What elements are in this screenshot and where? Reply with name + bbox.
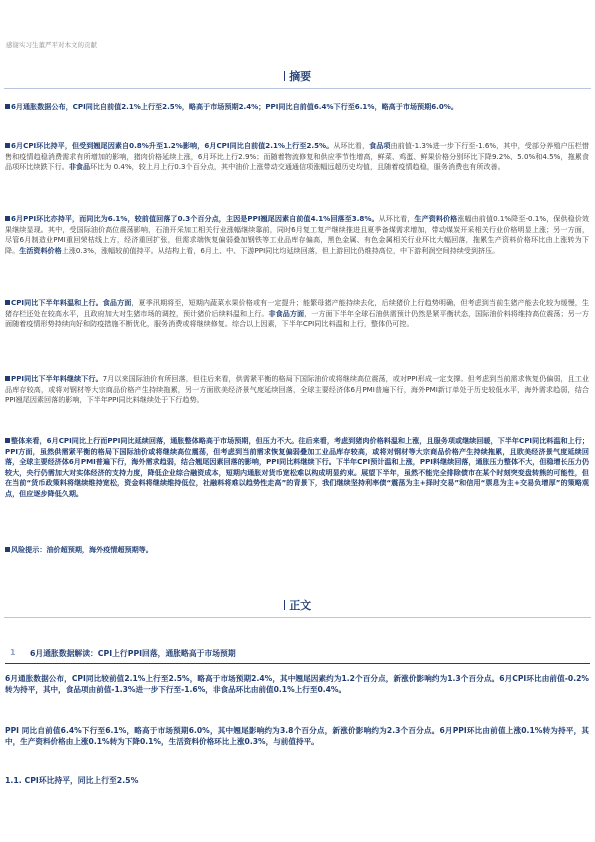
summary-paragraph-6: 整体来看，6月CPI同比上行而PPI同比延续回落，通胀整体略高于市场预期，但压力不大。往后来看，考虑到猪肉价格料温和上涨，且服务项或继续回暖，下半年CPI同比料温和上行；PPI方面，虽然供需紧平衡的格局下国际油价或将继续高位震荡，但考虑到当前需求恢复偏弱叠加工业品库存较高，或将对钢材等大宗商品价格产生持续拖累，且欧美经济景气度延续回落，全球主要经济体6月PMI普遍下行，海外需求趋弱，结合翘尾因素回落的影响，PPI同比料继续下行。下半年CPI预计温和上涨，PPI料继续回落，通胀压力整体不大，但稳增长压力仍较大，央行仍需加大对实体经济的支持力度，降低企业综合融资成本，短期内通胀对货币宽松难以构成明显约束。展望下半年，虽然不能完全排除债市在某个时刻突变盘转熊的可能性，但在当前“货币政策料将继续维持宽松，资金料将继续维持低位，社融料将难以趋势性走高”的背景下，我们继续坚持利率债“震荡为主+择时交易”和信用“票息为主+交易负增厚”的策略观点，但应逐步降低久期。	[5, 436, 589, 498]
title-bar-icon	[284, 600, 285, 610]
chapter-heading	[5, 648, 590, 663]
summary-paragraph-3: 6月PPI环比亦持平，而同比为6.1%，较前值回落了0.3个百分点，主因是PPI翘尾因素自前值4.1%回落至3.8%。从环比看，生产资料价格涨幅由前值0.1%降至-0.1%，保供稳价效果继续显现。其中，受国际油价高位震荡影响，石油开采加工相关行业涨幅继续靠前，同时6月复工复产继续推进且夏季备煤需求增加，带动煤炭开采相关行业价格明显上涨；另一方面，尽管6月制造业PMI重回荣枯线上方，经济重回扩张，但需求端恢复偏弱叠加钢铁等工业品库存偏高，黑色金属、有色金属相关行业环比大幅回落，拖累生产资料价格环比由上涨转为下降。生活资料价格上涨0.3%，涨幅较前值持平。从结构上看，6月上、中、下游PPI同比均延续回落，但上游回比仍维持高位，中下游利润空间持续受到挤压。	[5, 214, 589, 255]
body-paragraph-2: PPI 同比自前值6.4%下行至6.1%，略高于市场预期6.0%，其中翘尾影响约为3.8个百分点，新涨价影响约为2.3个百分点。6月PPI环比由前值上涨0.1%转为持平，其中，生产资料价格由上涨0.1%转为下降0.1%，生活资料价格环比上涨0.3%，与前值持平。	[5, 726, 589, 747]
bullet-square-icon	[5, 438, 10, 443]
acknowledgement: 感谢实习生董严平对本文的贡献	[6, 41, 97, 49]
subsection-heading: 1.1. CPI环比持平，同比上行至2.5%	[5, 776, 139, 785]
bullet-square-icon	[5, 104, 10, 109]
body-divider	[4, 617, 591, 618]
summary-paragraph-5: PPI同比下半年料继续下行。7月以来国际油价有所回落，但往后来看，供需紧平衡的格局下国际油价或将继续高位震荡，或对PPI形成一定支撑。但考虑到当前需求恢复仍偏弱，且工业品库存较高，或将对钢材等大宗商品价格产生持续拖累，另一方面欧美经济景气度延续回落，全球主要经济体6月PMI普遍下行，海外PMI新订单处于历史较低水平，海外需求趋弱，结合PPI翘尾因素回落的影响，下半年PPI同比料继续处于下行趋势。	[5, 374, 590, 405]
title-bar-icon	[284, 71, 285, 81]
bullet-square-icon	[5, 216, 10, 221]
bullet-square-icon	[5, 143, 10, 148]
risk-warning: 风险提示：油价超预期，海外疫情超预期等。	[5, 545, 589, 556]
bullet-square-icon	[5, 376, 10, 381]
body-title-block	[0, 597, 595, 613]
bullet-square-icon	[5, 300, 10, 305]
summary-title: 摘要	[289, 70, 312, 83]
summary-paragraph-4: CPI同比下半年料温和上行。食品方面，夏季汛期将至，短期内蔬菜水果价格或有一定提升；能繁母猪产能持续去化，后续猪价上行趋势明确，但考虑到当前生猪产能去化较为缓慢，生猪存栏还处在较高水平，且政府加大对生猪市场的调控，预计猪价后续料温和上行。非食品方面，一方面下半年全球石油供需预计仍然是紧平衡状态，国际油价料将维持高位震荡；另一方面随着疫情形势持续向好和防疫措施不断优化，服务消费或将继续修复。综合以上因素，下半年CPI同比料温和上行，整体仍可控。	[5, 298, 590, 329]
chapter-rule	[5, 663, 590, 664]
chapter-title: 6月通胀数据解读：CPI上行PPI回落，通胀略高于市场预期	[30, 649, 236, 658]
chapter-number: 1	[10, 648, 16, 657]
summary-paragraph-1: 6月通胀数据公布，CPI同比自前值2.1%上行至2.5%，略高于市场预期2.4%；PPI同比自前值6.4%下行至6.1%，略高于市场预期6.0%。	[5, 102, 589, 113]
body-paragraph-1: 6月通胀数据公布，CPI同比较前值2.1%上行至2.5%，略高于市场预期2.4%，其中翘尾因素约为1.2个百分点，新涨价影响约为1.3个百分点。6月CPI环比由前值-0.2%转为持平，其中，食品项由前值-1.3%进一步下行至-1.6%，非食品环比由前值0.1%上行至0.4%。	[5, 674, 589, 695]
bullet-square-icon	[5, 547, 10, 552]
body-title: 正文	[289, 599, 312, 612]
summary-paragraph-2: 6月CPI环比持平，但受到翘尾因素自0.8%升至1.2%影响，6月CPI同比自前值2.1%上行至2.5%。从环比看，食品项由前值-1.3%进一步下行至-1.6%，其中，受部分养殖户压栏惜售和疫情趋稳消费需求有所增加的影响，猪肉价格延续上涨，6月环比上行2.9%；而随着物流修复和供应季节性增高，鲜菜、鸡蛋、鲜果价格分别环比下降9.2%、5.0%和4.5%，拖累食品项环比续跌下行。非食品环比为 0.4%，较上月上行0.3个百分点，其中油价上涨带动交通通信项涨幅远超历史均值，且随着疫情趋稳，服务消费也有所改善。	[5, 141, 590, 172]
summary-title-block	[0, 68, 595, 84]
summary-divider	[4, 88, 591, 89]
